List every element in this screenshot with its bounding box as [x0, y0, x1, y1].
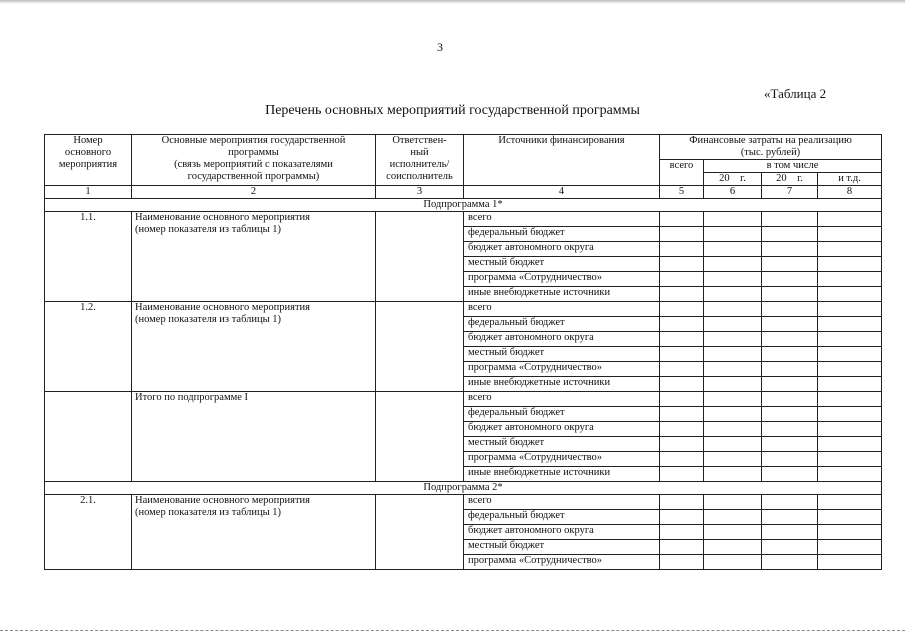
amount-cell[interactable] — [660, 332, 704, 347]
activity-name-line — [135, 404, 373, 416]
header-activity-number — [45, 135, 132, 186]
amount-cell[interactable] — [704, 272, 762, 287]
amount-cell[interactable] — [704, 317, 762, 332]
amount-cell[interactable] — [818, 347, 882, 362]
amount-cell[interactable] — [704, 347, 762, 362]
amount-cell[interactable] — [762, 302, 818, 317]
column-number: 4 — [464, 186, 660, 199]
subprogram-row — [45, 482, 882, 495]
funding-row — [45, 212, 882, 227]
column-number: 8 — [818, 186, 882, 199]
amount-cell[interactable] — [660, 257, 704, 272]
column-number: 5 — [660, 186, 704, 199]
amount-cell[interactable] — [818, 467, 882, 482]
header-line: исполнитель/ — [389, 159, 450, 170]
funding-source: местный бюджет — [464, 347, 660, 362]
header-financial-costs — [660, 135, 882, 160]
amount-cell[interactable] — [818, 555, 882, 570]
header-line: мероприятия — [58, 159, 118, 170]
activity-name-line: Наименование основного мероприятия — [135, 302, 310, 313]
scan-edge-bottom — [0, 630, 905, 634]
amount-cell[interactable] — [762, 257, 818, 272]
amount-cell[interactable] — [704, 422, 762, 437]
amount-cell[interactable] — [818, 227, 882, 242]
amount-cell[interactable] — [818, 437, 882, 452]
amount-cell[interactable] — [762, 362, 818, 377]
amount-cell[interactable] — [704, 452, 762, 467]
funding-source: бюджет автономного округа — [464, 525, 660, 540]
column-number: 6 — [704, 186, 762, 199]
subprogram-title: Подпрограмма 2* — [45, 482, 882, 495]
amount-cell[interactable] — [704, 212, 762, 227]
funding-row — [45, 392, 882, 407]
amount-cell[interactable] — [660, 212, 704, 227]
funding-source: местный бюджет — [464, 257, 660, 272]
activity-name — [132, 495, 376, 570]
funding-source: программа «Сотрудничество» — [464, 452, 660, 467]
page-number: 3 — [437, 40, 443, 54]
amount-cell[interactable] — [704, 242, 762, 257]
amount-cell[interactable] — [660, 510, 704, 525]
amount-cell[interactable] — [704, 555, 762, 570]
activity-name — [132, 392, 376, 482]
amount-cell[interactable] — [660, 540, 704, 555]
column-numbers-row — [45, 186, 882, 199]
responsible-cell — [376, 302, 464, 392]
amount-cell[interactable] — [660, 242, 704, 257]
amount-cell[interactable] — [704, 227, 762, 242]
scan-edge-top — [0, 0, 905, 4]
header-line: ный — [410, 147, 429, 158]
header-funding-sources: Источники финансирования — [464, 135, 660, 186]
amount-cell[interactable] — [762, 287, 818, 302]
header-line: Финансовые затраты на реализацию — [689, 135, 852, 146]
amount-cell[interactable] — [660, 287, 704, 302]
funding-source: бюджет автономного округа — [464, 332, 660, 347]
amount-cell[interactable] — [660, 377, 704, 392]
amount-cell[interactable] — [660, 422, 704, 437]
amount-cell[interactable] — [762, 510, 818, 525]
amount-cell[interactable] — [704, 377, 762, 392]
header-including: в том числе — [704, 160, 882, 173]
header-line: Номер — [73, 135, 103, 146]
amount-cell[interactable] — [660, 347, 704, 362]
activity-number: 1.2. — [45, 302, 132, 392]
amount-cell[interactable] — [762, 392, 818, 407]
amount-cell[interactable] — [704, 437, 762, 452]
column-number: 3 — [376, 186, 464, 199]
funding-source: местный бюджет — [464, 437, 660, 452]
amount-cell[interactable] — [762, 495, 818, 510]
funding-source: всего — [464, 212, 660, 227]
amount-cell[interactable] — [660, 495, 704, 510]
amount-cell[interactable] — [704, 467, 762, 482]
amount-cell[interactable] — [762, 227, 818, 242]
funding-row — [45, 495, 882, 510]
column-number: 2 — [132, 186, 376, 199]
amount-cell[interactable] — [660, 302, 704, 317]
funding-source: бюджет автономного округа — [464, 242, 660, 257]
amount-cell[interactable] — [818, 242, 882, 257]
amount-cell[interactable] — [762, 555, 818, 570]
table-title: Перечень основных мероприятий государственной программы — [265, 103, 640, 118]
funding-source: иные внебюджетные источники — [464, 287, 660, 302]
header-year-2: 20 г. — [762, 173, 818, 186]
column-number: 1 — [45, 186, 132, 199]
responsible-cell — [376, 212, 464, 302]
amount-cell[interactable] — [762, 407, 818, 422]
activity-number: 2.1. — [45, 495, 132, 570]
amount-cell[interactable] — [818, 540, 882, 555]
activity-name-line: (номер показателя из таблицы 1) — [135, 224, 282, 235]
amount-cell[interactable] — [818, 525, 882, 540]
amount-cell[interactable] — [704, 510, 762, 525]
funding-source: всего — [464, 302, 660, 317]
header-responsible — [376, 135, 464, 186]
amount-cell[interactable] — [762, 317, 818, 332]
amount-cell[interactable] — [704, 332, 762, 347]
funding-source: программа «Сотрудничество» — [464, 362, 660, 377]
activity-name-line: Наименование основного мероприятия — [135, 212, 310, 223]
header-etc: и т.д. — [818, 173, 882, 186]
amount-cell[interactable] — [762, 347, 818, 362]
header-line: (тыс. рублей) — [740, 147, 801, 158]
funding-source: программа «Сотрудничество» — [464, 555, 660, 570]
amount-cell[interactable] — [660, 317, 704, 332]
funding-source: бюджет автономного округа — [464, 422, 660, 437]
amount-cell[interactable] — [660, 227, 704, 242]
amount-cell[interactable] — [704, 302, 762, 317]
activity-name-line: (номер показателя из таблицы 1) — [135, 314, 282, 325]
amount-cell[interactable] — [704, 392, 762, 407]
amount-cell[interactable] — [818, 302, 882, 317]
amount-cell[interactable] — [660, 525, 704, 540]
header-year-1: 20 г. — [704, 173, 762, 186]
activity-number — [45, 392, 132, 482]
amount-cell[interactable] — [818, 332, 882, 347]
header-line: (связь мероприятий с показателями — [174, 159, 333, 170]
funding-source: федеральный бюджет — [464, 227, 660, 242]
responsible-cell — [376, 495, 464, 570]
amount-cell[interactable] — [762, 272, 818, 287]
header-line: программы — [228, 147, 279, 158]
activity-name-line: Итого по подпрограмме I — [135, 392, 249, 403]
funding-source: иные внебюджетные источники — [464, 377, 660, 392]
amount-cell[interactable] — [704, 495, 762, 510]
header-total: всего — [660, 160, 704, 186]
amount-cell[interactable] — [660, 555, 704, 570]
funding-source: иные внебюджетные источники — [464, 467, 660, 482]
header-line: соисполнитель — [386, 171, 453, 182]
amount-cell[interactable] — [660, 272, 704, 287]
activity-name-line: Наименование основного мероприятия — [135, 495, 310, 506]
amount-cell[interactable] — [660, 407, 704, 422]
amount-cell[interactable] — [818, 452, 882, 467]
header-line: основного — [64, 147, 112, 158]
amount-cell[interactable] — [818, 317, 882, 332]
program-activities-table — [44, 134, 882, 570]
funding-source: федеральный бюджет — [464, 407, 660, 422]
amount-cell[interactable] — [762, 452, 818, 467]
amount-cell[interactable] — [660, 452, 704, 467]
header-line: Основные мероприятия государственной — [161, 135, 346, 146]
activity-name-line: (номер показателя из таблицы 1) — [135, 507, 282, 518]
amount-cell[interactable] — [660, 362, 704, 377]
amount-cell[interactable] — [818, 495, 882, 510]
amount-cell[interactable] — [818, 377, 882, 392]
subprogram-title: Подпрограмма 1* — [45, 199, 882, 212]
amount-cell[interactable] — [818, 257, 882, 272]
amount-cell[interactable] — [818, 362, 882, 377]
activity-number: 1.1. — [45, 212, 132, 302]
amount-cell[interactable] — [762, 377, 818, 392]
header-row-1 — [45, 135, 882, 160]
amount-cell[interactable] — [818, 422, 882, 437]
header-line: Ответствен- — [392, 135, 447, 146]
amount-cell[interactable] — [704, 287, 762, 302]
amount-cell[interactable] — [762, 437, 818, 452]
funding-source: всего — [464, 495, 660, 510]
amount-cell[interactable] — [762, 422, 818, 437]
amount-cell[interactable] — [818, 272, 882, 287]
header-main-activities — [132, 135, 376, 186]
amount-cell[interactable] — [762, 467, 818, 482]
amount-cell[interactable] — [762, 212, 818, 227]
amount-cell[interactable] — [818, 392, 882, 407]
amount-cell[interactable] — [704, 257, 762, 272]
activity-name — [132, 302, 376, 392]
funding-source: всего — [464, 392, 660, 407]
amount-cell[interactable] — [762, 525, 818, 540]
table-label: «Таблица 2 — [764, 86, 827, 101]
amount-cell[interactable] — [762, 540, 818, 555]
amount-cell[interactable] — [660, 392, 704, 407]
activity-name — [132, 212, 376, 302]
amount-cell[interactable] — [762, 332, 818, 347]
responsible-cell — [376, 392, 464, 482]
subprogram-row — [45, 199, 882, 212]
amount-cell[interactable] — [704, 362, 762, 377]
funding-row — [45, 302, 882, 317]
amount-cell[interactable] — [762, 242, 818, 257]
header-line: государственной программы) — [187, 171, 320, 182]
amount-cell[interactable] — [818, 212, 882, 227]
funding-source: федеральный бюджет — [464, 510, 660, 525]
amount-cell[interactable] — [704, 525, 762, 540]
funding-source: местный бюджет — [464, 540, 660, 555]
funding-source: федеральный бюджет — [464, 317, 660, 332]
amount-cell[interactable] — [818, 510, 882, 525]
column-number: 7 — [762, 186, 818, 199]
amount-cell[interactable] — [660, 437, 704, 452]
amount-cell[interactable] — [660, 467, 704, 482]
funding-source: программа «Сотрудничество» — [464, 272, 660, 287]
amount-cell[interactable] — [704, 540, 762, 555]
amount-cell[interactable] — [818, 287, 882, 302]
amount-cell[interactable] — [704, 407, 762, 422]
amount-cell[interactable] — [818, 407, 882, 422]
